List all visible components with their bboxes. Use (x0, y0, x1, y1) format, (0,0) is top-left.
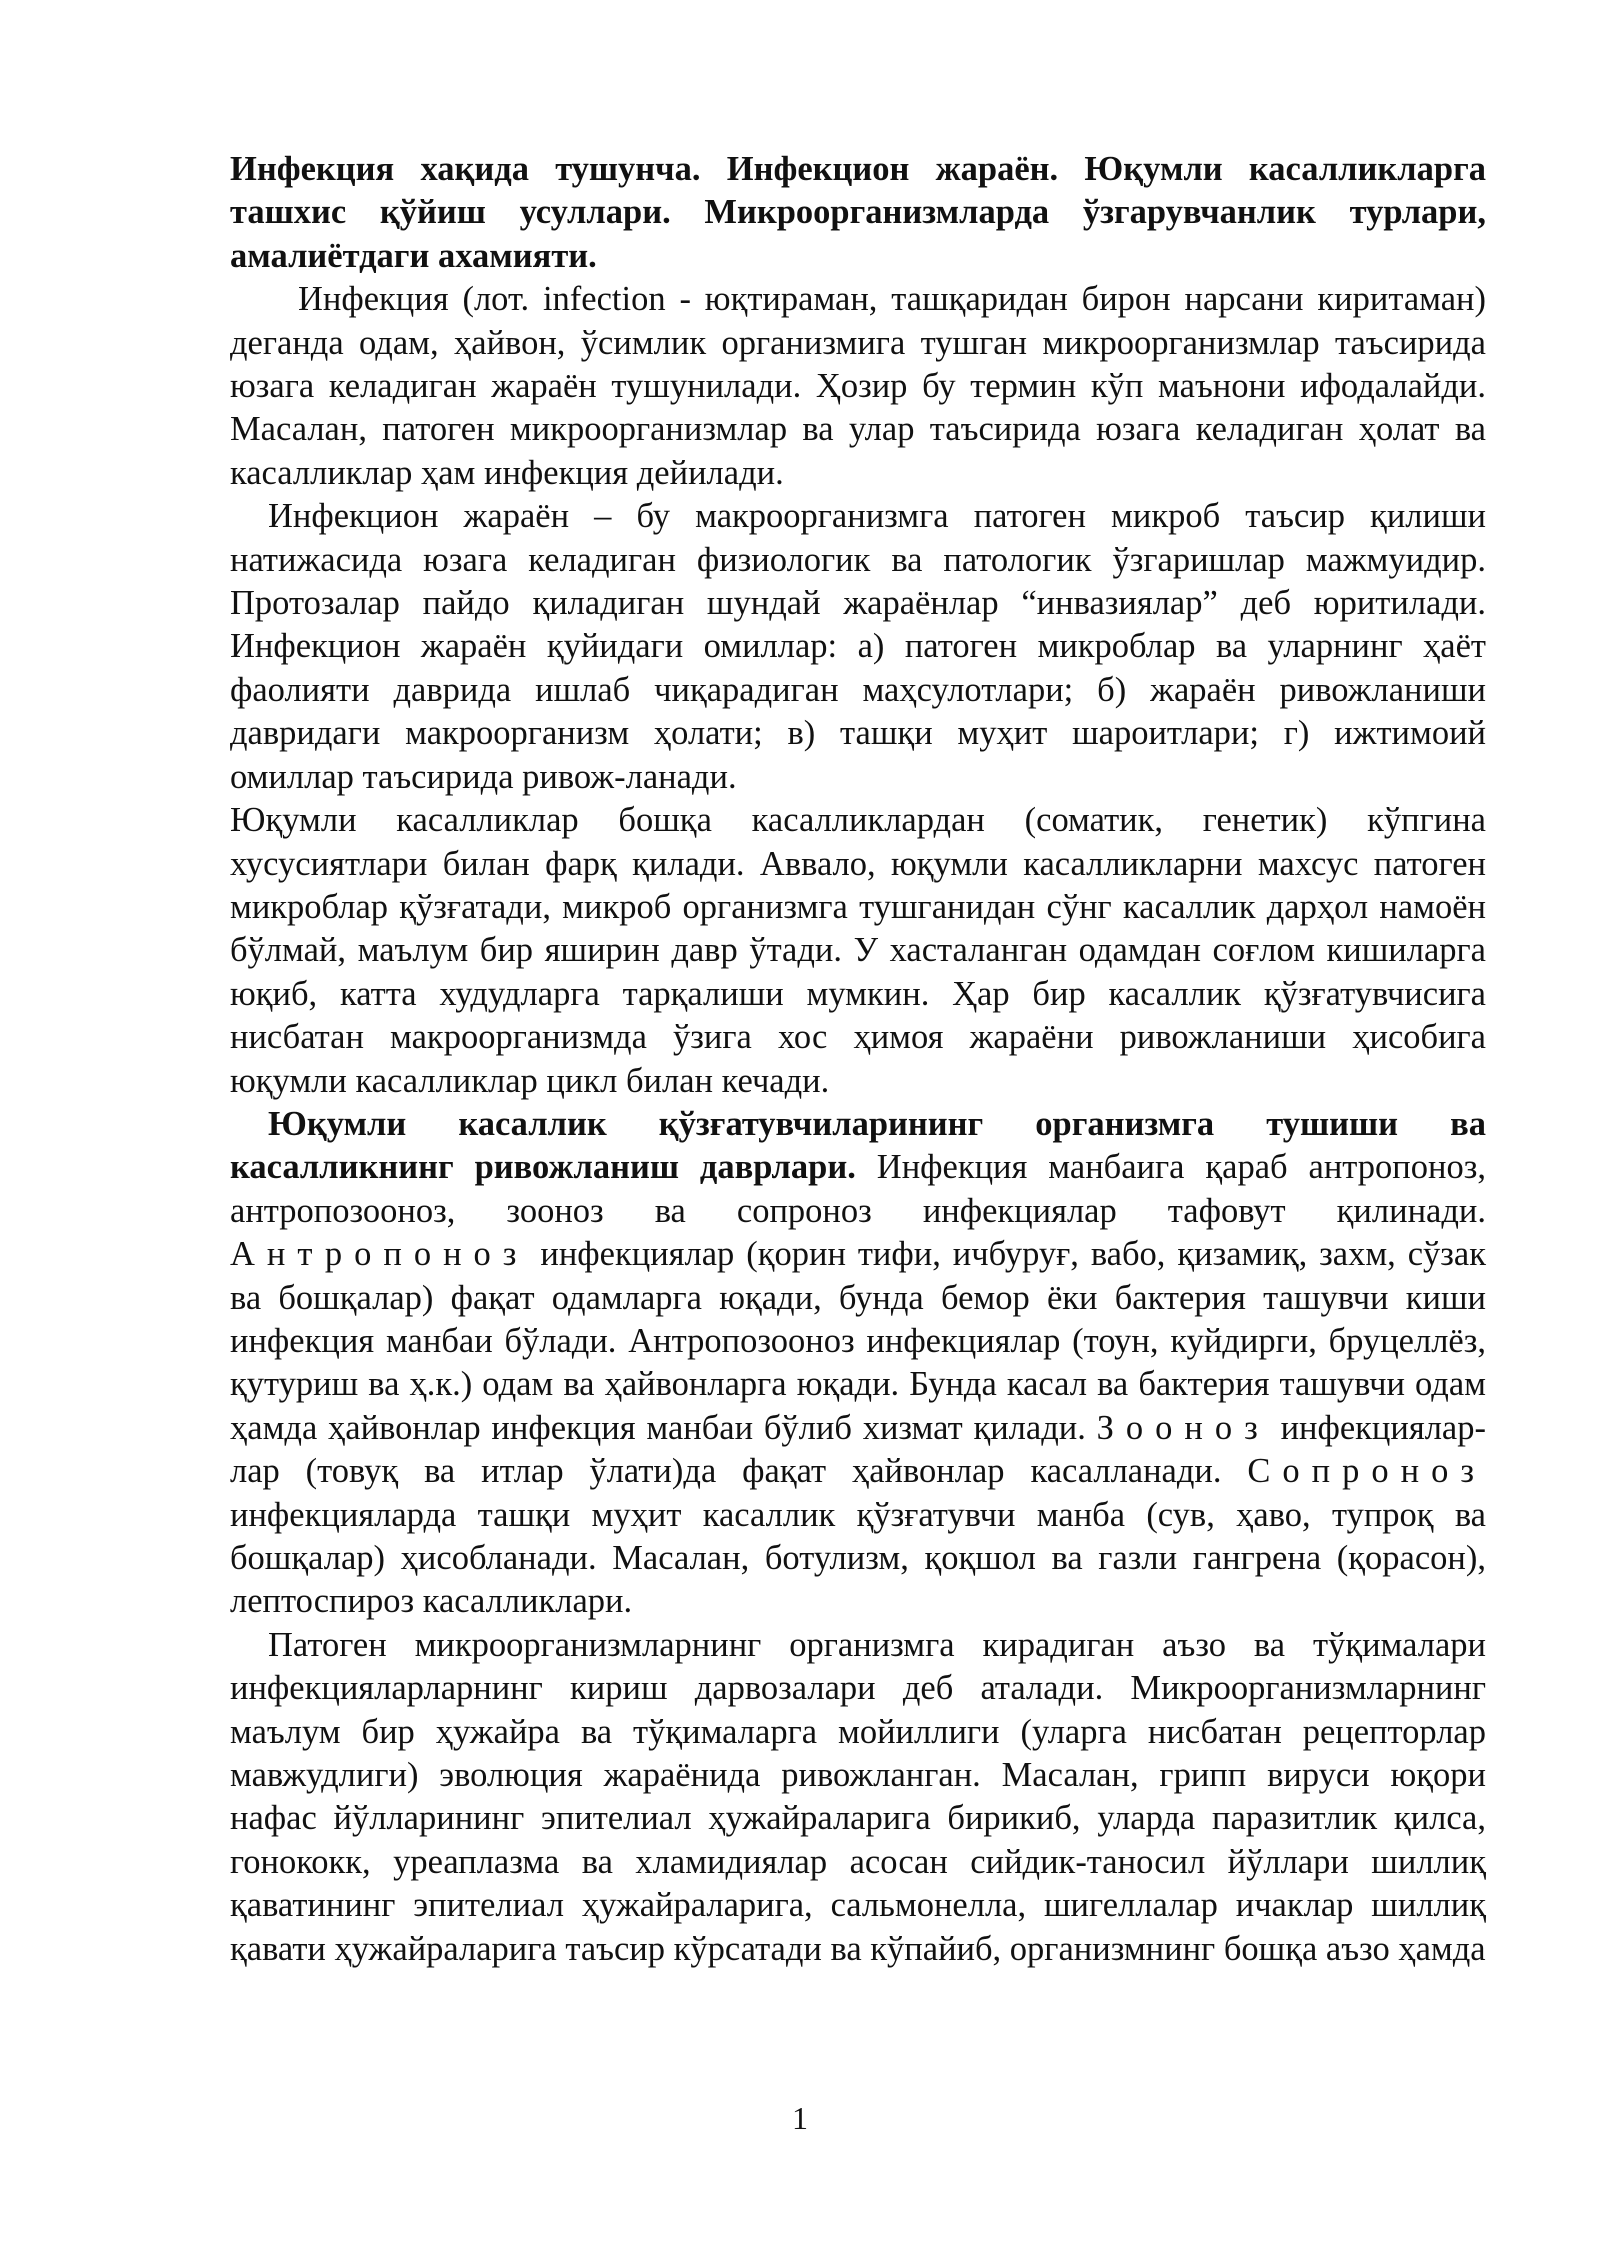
paragraph-text-part: инфекциялар (қорин тифи, ичбуруғ, вабо, қизамиқ, захм, сўзак ва бошқалар) фақат одамларга юқади, бунда бемор ёки бактерия ташувчи киши инфекция манбаи бўлади. Антропозооноз инфекциялар (тоун, куйдирги, бруцеллёз, қутуриш ва ҳ.к.) одам ва ҳайвонларга юқади. Бунда касал ва бактерия ташувчи одам ҳамда ҳайвонлар инфекция манбаи бўлиб хизмат қилади. (230, 1235, 1486, 1447)
paragraph-entry-gates: Патоген микроорганизмларнинг организмга кирадиган аъзо ва тўқималари инфекцияларларнинг кириш дарвозалари деб аталади. Микроорганизмларнинг маълум бир ҳужайра ва тўқималарга мойиллиги (уларга нисбатан рецепторлар мавжудлиги) эволюция жараёнида ривожланган. Масалан, грипп вируси юқори нафас йўлларининг эпителиал ҳужайраларига бирикиб, уларда паразитлик қилса, гонококк, уреаплазма ва хламидиялар асосан сийдик-таносил йўллари шиллиқ қаватининг эпителиал ҳужайраларига, сальмонелла, шигеллалар ичаклар шиллиқ қавати ҳужайраларига таъсир кўрсатади ва кўпайиб, организмнинг бошқа аъзо ҳамда (230, 1625, 1486, 1968)
term-sapronoz: Сопроноз (1247, 1452, 1486, 1491)
paragraph-infectious-process: Инфекцион жараён – бу макроорганизмга патоген микроб таъсир қилиши натижасида юзага келадиган физиологик ва патологик ўзгаришлар мажмуидир. Протозалар пайдо қиладиган шундай жараёнлар “инвазиялар” деб юритилади. Инфекцион жараён қуйидаги омиллар: а) патоген микроблар ва уларнинг ҳаёт фаолияти даврида ишлаб чиқарадиган маҳсулотлари; б) жараён ривожланиши давридаги макроорганизм ҳолати; в) ташқи муҳит шароитлари; г) ижтимоий омиллар таъсирида ривож-ланади. (230, 497, 1486, 796)
document-page (230, 148, 1486, 1971)
paragraph-infectious-diseases: Юқумли касалликлар бошқа касалликлардан (соматик, генетик) кўпгина хусусиятлари билан фарқ қилади. Аввало, юқумли касалликларни махсус патоген микроблар қўзғатади, микроб организмга тушганидан сўнг касаллик дарҳол намоён бўлмай, маълум бир яширин давр ўтади. У хасталанган одамдан соғлом кишиларга юқиб, катта худудларга тарқалиши мумкин. Ҳар бир касаллик қўзғатувчисига нисбатан макроорганизмда ўзига хос ҳимоя жараёни ривожланиши ҳисобига юқумли касалликлар цикл билан кечади. (230, 801, 1486, 1100)
section-heading-inline: Юқумли касаллик қўзғатувчиларининг организмга тушиши ва касалликнинг ривожланиш даврлари. (230, 1104, 1486, 1187)
paragraph-text-part: инфекцияларда ташқи муҳит касаллик қўзғатувчи манба (сув, ҳаво, тупроқ ва бошқалар) ҳисобланади. Масалан, ботулизм, қоқшол ва газли гангрена (қорасон), лептоспироз касалликлари. (230, 1495, 1486, 1621)
paragraph-infection-definition: Инфекция (лот. infection - юқтираман, ташқаридан бирон нарсани киритаман) деганда одам, ҳайвон, ўсимлик организмига тушган микроорганизмлар таъсирида юзага келадиган жараён тушунилади. Ҳозир бу термин кўп маънони ифодалайди. Масалан, патоген микроорганизмлар ва улар таъсирида юзага келадиган ҳолат ва касалликлар ҳам инфекция дейилади. (230, 280, 1486, 492)
paragraph-text-part: инфекцияларлар (товуқ ва итлар ўлати)да фақат ҳайвонлар касалланади. (230, 1408, 1486, 1491)
paragraph-text-part: Инфекция манбаига қараб антропоноз, антропозооноз, зооноз ва сопроноз инфекциялар тафовут қилинади. (230, 1148, 1486, 1230)
term-antroponoz: Антропоноз (230, 1235, 529, 1274)
paragraph-infection-sources (230, 1103, 1486, 1624)
page-number: 1 (792, 2100, 808, 2136)
document-title: Инфекция хақида тушунча. Инфекцион жараён. Юқумли касалликларга ташхис қўйиш усуллари. Микроорганизмларда ўзгарувчанлик турлари, амалиётдаги ахамияти. (230, 150, 1486, 275)
term-zoonoz: Зооноз (1096, 1408, 1270, 1447)
